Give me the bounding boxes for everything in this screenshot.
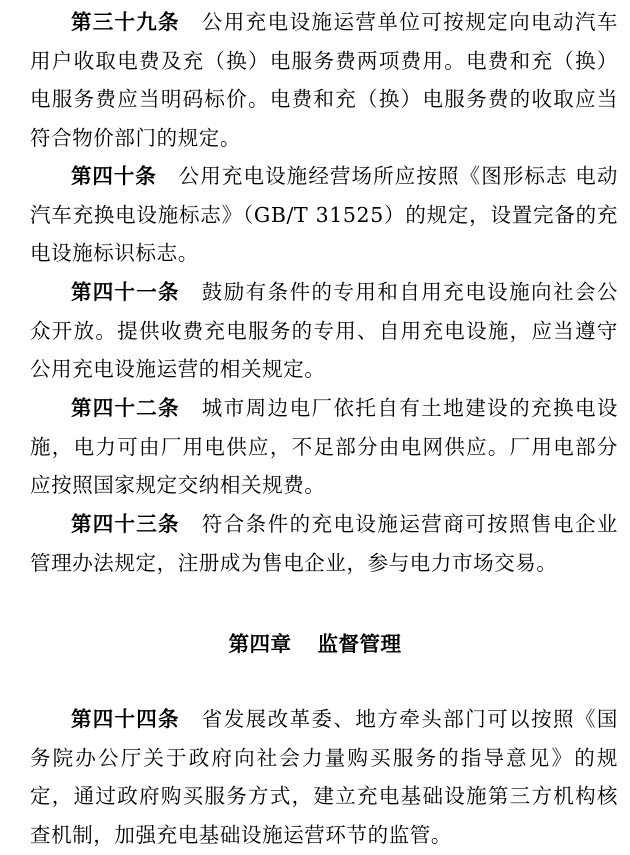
- article-text: 省发展改革委、地方牵头部门可以按照《国务院办公厅关于政府向社会力量购买服务的指导意见》的规定，通过政府购买服务方式，建立充电基础设施第三方机构核查机制，加强充电基础设施运营环节的监管。: [30, 707, 618, 847]
- article-number: 第三十九条: [71, 10, 180, 34]
- article-41: [30, 273, 618, 389]
- article-text: 公用充电设施经营场所应按照《图形标志 电动汽车充换电设施标志》（GB/T 31525）的规定，设置完备的充电设施标识标志。: [30, 164, 618, 265]
- article-40: [30, 157, 618, 273]
- article-44: [30, 700, 618, 854]
- article-number: 第四十三条: [71, 512, 180, 536]
- article-text: 公用充电设施运营单位可按规定向电动汽车用户收取电费及充（换）电服务费两项费用。电费和充（换）电服务费应当明码标价。电费和充（换）电服务费的收取应当符合物价部门的规定。: [30, 10, 618, 150]
- chapter-number: 第四章: [228, 632, 292, 656]
- article-39: [30, 3, 618, 157]
- article-number: 第四十条: [71, 164, 157, 188]
- article-43: [30, 505, 618, 582]
- chapter-heading: [0, 628, 630, 660]
- article-text: 鼓励有条件的专用和自用充电设施向社会公众开放。提供收费充电服务的专用、自用充电设施，应当遵守公用充电设施运营的相关规定。: [30, 280, 618, 381]
- article-number: 第四十四条: [71, 707, 180, 731]
- chapter-title: 监督管理: [317, 632, 402, 656]
- article-number: 第四十一条: [71, 280, 180, 304]
- article-number: 第四十二条: [71, 396, 180, 420]
- article-text: 城市周边电厂依托自有土地建设的充换电设施，电力可由厂用电供应，不足部分由电网供应。厂用电部分应按照国家规定交纳相关规费。: [30, 396, 618, 497]
- article-text: 符合条件的充电设施运营商可按照售电企业管理办法规定，注册成为售电企业，参与电力市场交易。: [30, 512, 618, 575]
- article-42: [30, 389, 618, 505]
